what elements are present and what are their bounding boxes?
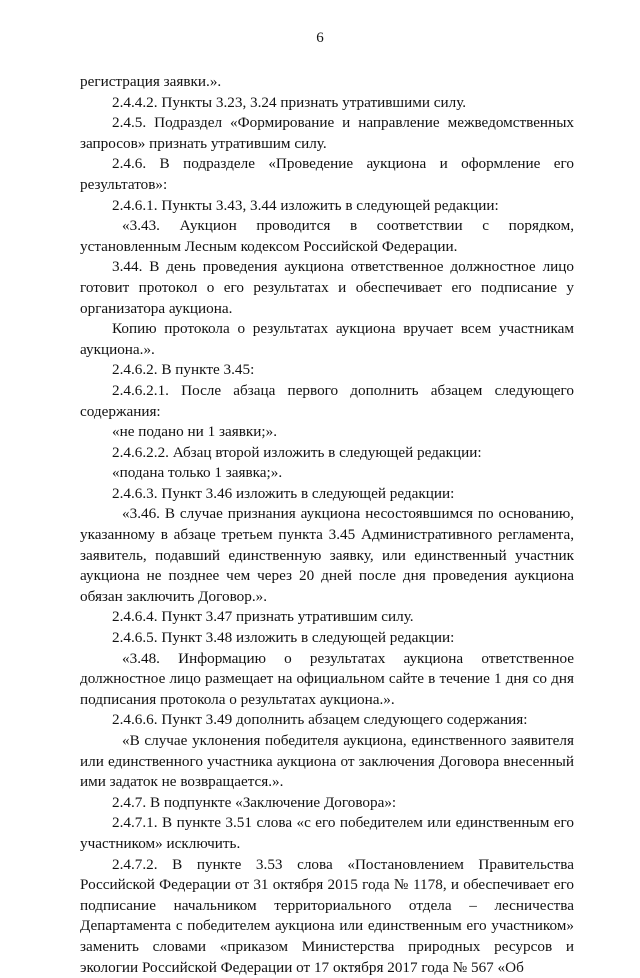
paragraph: 2.4.7.2. В пункте 3.53 слова «Постановлением Правительства Российской Федерации от 31 октября 2015 года № 1178, и обеспечивает его подписание начальником территориального отдела – лесничества Департамента с победителем аукциона или единственным его участником» заменить словами «приказом Министерства природных ресурсов и экологии Российской Федерации от 17 октября 2017 года № 567 «Об: [80, 855, 574, 976]
document-body: [80, 72, 574, 978]
paragraph: «3.46. В случае признания аукциона несостоявшимся по основанию, указанному в абзаце третьем пункта 3.45 Административного регламента, заявитель, подавший единственную заявку, или единственный участник аукциона не позднее чем через 20 дней после дня проведения аукциона обязан заключить Договор.».: [80, 505, 574, 605]
paragraph: 2.4.6.3. Пункт 3.46 изложить в следующей редакции:: [112, 484, 455, 502]
paragraph: 2.4.7.1. В пункте 3.51 слова «с его победителем или единственным его участником» исключить.: [80, 814, 574, 852]
paragraph: 2.4.7. В подпункте «Заключение Договора»:: [112, 793, 397, 811]
paragraph: Копию протокола о результатах аукциона вручает всем участникам аукциона.».: [80, 320, 574, 358]
paragraph: «3.43. Аукцион проводится в соответствии с порядком, установленным Лесным кодексом Российской Федерации.: [80, 217, 574, 255]
paragraph: 2.4.4.2. Пункты 3.23, 3.24 признать утратившими силу.: [112, 93, 467, 111]
paragraph: 3.44. В день проведения аукциона ответственное должностное лицо готовит протокол о его результатах и обеспечивает его подписание у организатора аукциона.: [80, 258, 574, 317]
paragraph: 2.4.6.4. Пункт 3.47 признать утратившим силу.: [112, 608, 414, 626]
paragraph: регистрация заявки.».: [80, 73, 222, 90]
paragraph: 2.4.6.5. Пункт 3.48 изложить в следующей редакции:: [112, 629, 455, 647]
paragraph: 2.4.6.2.2. Абзац второй изложить в следующей редакции:: [112, 443, 482, 461]
paragraph: «подана только 1 заявка;».: [112, 464, 283, 482]
paragraph: 2.4.6. В подразделе «Проведение аукциона и оформление его результатов»:: [80, 155, 574, 193]
paragraph: 2.4.6.2. В пункте 3.45:: [112, 361, 255, 379]
paragraph: 2.4.6.2.1. После абзаца первого дополнить абзацем следующего содержания:: [80, 381, 574, 420]
paragraph: 2.4.6.6. Пункт 3.49 дополнить абзацем следующего содержания:: [112, 711, 528, 729]
page-number: 6: [316, 30, 324, 46]
paragraph: «не подано ни 1 заявки;».: [112, 423, 277, 441]
paragraph: 2.4.6.1. Пункты 3.43, 3.44 изложить в следующей редакции:: [112, 196, 499, 214]
paragraph: «3.48. Информацию о результатах аукциона ответственное должностное лицо размещает на официальном сайте в течение 1 дня со дня подписания протокола о результатах аукциона.».: [80, 649, 574, 708]
paragraph: «В случае уклонения победителя аукциона, единственного заявителя или единственного участника аукциона от заключения Договора внесенный ими задаток не возвращается.».: [80, 732, 574, 791]
paragraph: 2.4.5. Подраздел «Формирование и направление межведомственных запросов» признать утратившим силу.: [80, 114, 574, 152]
